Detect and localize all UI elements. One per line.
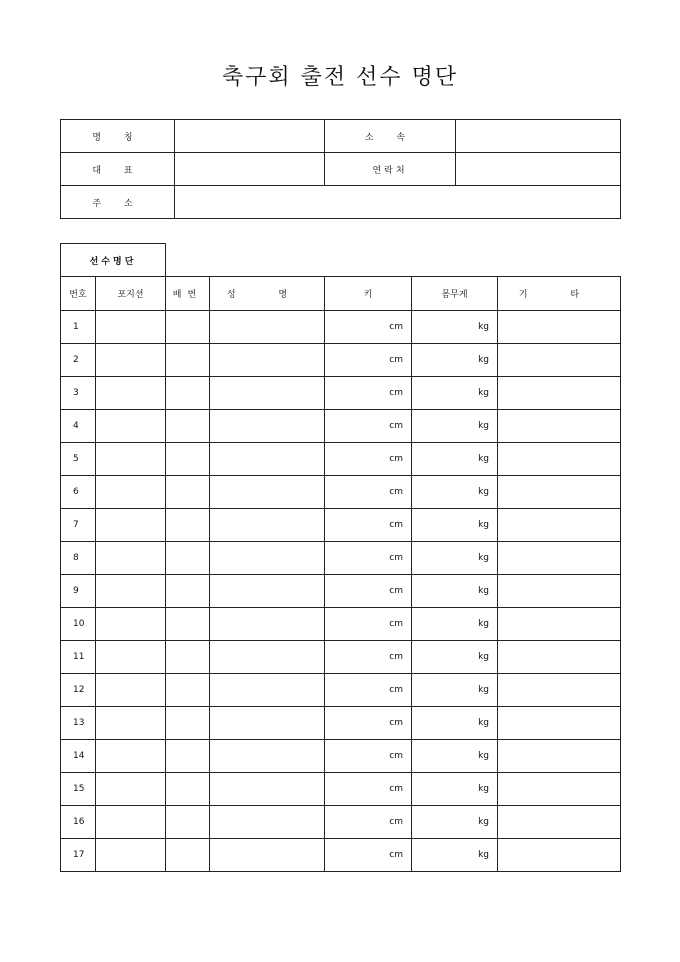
player-name-field[interactable] bbox=[210, 575, 325, 608]
header-player-name: 성 명 bbox=[210, 277, 325, 311]
position-field[interactable] bbox=[96, 377, 166, 410]
position-field[interactable] bbox=[96, 443, 166, 476]
table-row bbox=[61, 311, 621, 344]
affiliation-label: 소 속 bbox=[325, 120, 456, 153]
address-field[interactable] bbox=[175, 186, 621, 219]
notes-field[interactable] bbox=[498, 311, 621, 344]
table-row bbox=[61, 443, 621, 476]
player-name-field[interactable] bbox=[210, 542, 325, 575]
player-name-field[interactable] bbox=[210, 674, 325, 707]
height-field[interactable]: cm bbox=[325, 773, 412, 806]
jersey-number-field[interactable] bbox=[166, 674, 210, 707]
weight-field[interactable]: kg bbox=[412, 575, 498, 608]
height-field[interactable]: cm bbox=[325, 740, 412, 773]
player-name-field[interactable] bbox=[210, 377, 325, 410]
position-field[interactable] bbox=[96, 476, 166, 509]
notes-field[interactable] bbox=[498, 410, 621, 443]
player-name-field[interactable] bbox=[210, 773, 325, 806]
table-row bbox=[61, 377, 621, 410]
header-position: 포지션 bbox=[96, 277, 166, 311]
row-number: 13 bbox=[61, 707, 96, 740]
notes-field[interactable] bbox=[498, 773, 621, 806]
contact-field[interactable] bbox=[456, 153, 621, 186]
weight-field[interactable]: kg bbox=[412, 443, 498, 476]
jersey-number-field[interactable] bbox=[166, 542, 210, 575]
header-weight: 몸무게 bbox=[412, 277, 498, 311]
table-row bbox=[61, 575, 621, 608]
height-field[interactable]: cm bbox=[325, 476, 412, 509]
height-field[interactable]: cm bbox=[325, 443, 412, 476]
jersey-number-field[interactable] bbox=[166, 377, 210, 410]
row-number: 10 bbox=[61, 608, 96, 641]
height-field[interactable]: cm bbox=[325, 806, 412, 839]
jersey-number-field[interactable] bbox=[166, 344, 210, 377]
weight-field[interactable]: kg bbox=[412, 476, 498, 509]
jersey-number-field[interactable] bbox=[166, 476, 210, 509]
height-field[interactable]: cm bbox=[325, 575, 412, 608]
height-field[interactable]: cm bbox=[325, 311, 412, 344]
player-name-field[interactable] bbox=[210, 509, 325, 542]
notes-field[interactable] bbox=[498, 344, 621, 377]
row-number: 15 bbox=[61, 773, 96, 806]
position-field[interactable] bbox=[96, 575, 166, 608]
height-field[interactable]: cm bbox=[325, 410, 412, 443]
position-field[interactable] bbox=[96, 410, 166, 443]
jersey-number-field[interactable] bbox=[166, 707, 210, 740]
address-label: 주 소 bbox=[61, 186, 175, 219]
row-number: 5 bbox=[61, 443, 96, 476]
jersey-number-field[interactable] bbox=[166, 740, 210, 773]
table-row bbox=[61, 740, 621, 773]
jersey-number-field[interactable] bbox=[166, 806, 210, 839]
jersey-number-field[interactable] bbox=[166, 641, 210, 674]
row-number: 16 bbox=[61, 806, 96, 839]
row-number: 3 bbox=[61, 377, 96, 410]
table-row bbox=[61, 839, 621, 872]
position-field[interactable] bbox=[96, 311, 166, 344]
player-name-field[interactable] bbox=[210, 476, 325, 509]
position-field[interactable] bbox=[96, 542, 166, 575]
representative-field[interactable] bbox=[175, 153, 325, 186]
player-name-field[interactable] bbox=[210, 641, 325, 674]
notes-field[interactable] bbox=[498, 608, 621, 641]
contact-label: 연락처 bbox=[325, 153, 456, 186]
height-field[interactable]: cm bbox=[325, 344, 412, 377]
name-label: 명 칭 bbox=[61, 120, 175, 153]
height-field[interactable]: cm bbox=[325, 839, 412, 872]
position-field[interactable] bbox=[96, 740, 166, 773]
position-field[interactable] bbox=[96, 773, 166, 806]
player-name-field[interactable] bbox=[210, 740, 325, 773]
player-name-field[interactable] bbox=[210, 443, 325, 476]
page-title: 축구회 출전 선수 명단 bbox=[221, 65, 459, 90]
team-info-table bbox=[60, 119, 621, 219]
position-field[interactable] bbox=[96, 806, 166, 839]
row-number: 9 bbox=[61, 575, 96, 608]
player-name-field[interactable] bbox=[210, 608, 325, 641]
notes-field[interactable] bbox=[498, 575, 621, 608]
jersey-number-field[interactable] bbox=[166, 311, 210, 344]
weight-field[interactable]: kg bbox=[412, 773, 498, 806]
table-row bbox=[61, 410, 621, 443]
weight-field[interactable]: kg bbox=[412, 740, 498, 773]
row-number: 2 bbox=[61, 344, 96, 377]
roster-header-row bbox=[61, 277, 621, 311]
jersey-number-field[interactable] bbox=[166, 773, 210, 806]
notes-field[interactable] bbox=[498, 443, 621, 476]
row-number: 11 bbox=[61, 641, 96, 674]
row-number: 7 bbox=[61, 509, 96, 542]
table-row bbox=[61, 608, 621, 641]
player-name-field[interactable] bbox=[210, 707, 325, 740]
roster-table bbox=[60, 276, 621, 872]
weight-field[interactable]: kg bbox=[412, 410, 498, 443]
height-field[interactable]: cm bbox=[325, 542, 412, 575]
notes-field[interactable] bbox=[498, 509, 621, 542]
position-field[interactable] bbox=[96, 674, 166, 707]
position-field[interactable] bbox=[96, 707, 166, 740]
table-row bbox=[61, 707, 621, 740]
player-name-field[interactable] bbox=[210, 311, 325, 344]
table-row bbox=[61, 773, 621, 806]
notes-field[interactable] bbox=[498, 476, 621, 509]
weight-field[interactable]: kg bbox=[412, 344, 498, 377]
position-field[interactable] bbox=[96, 509, 166, 542]
affiliation-field[interactable] bbox=[456, 120, 621, 153]
table-row bbox=[61, 542, 621, 575]
notes-field[interactable] bbox=[498, 674, 621, 707]
notes-field[interactable] bbox=[498, 740, 621, 773]
player-name-field[interactable] bbox=[210, 410, 325, 443]
jersey-number-field[interactable] bbox=[166, 575, 210, 608]
player-name-field[interactable] bbox=[210, 344, 325, 377]
height-field[interactable]: cm bbox=[325, 674, 412, 707]
height-field[interactable]: cm bbox=[325, 377, 412, 410]
table-row bbox=[61, 641, 621, 674]
notes-field[interactable] bbox=[498, 641, 621, 674]
table-row bbox=[61, 344, 621, 377]
row-number: 12 bbox=[61, 674, 96, 707]
jersey-number-field[interactable] bbox=[166, 509, 210, 542]
row-number: 8 bbox=[61, 542, 96, 575]
header-number: 번호 bbox=[61, 277, 96, 311]
notes-field[interactable] bbox=[498, 806, 621, 839]
table-row bbox=[61, 674, 621, 707]
player-name-field[interactable] bbox=[210, 839, 325, 872]
jersey-number-field[interactable] bbox=[166, 443, 210, 476]
row-number: 17 bbox=[61, 839, 96, 872]
height-field[interactable]: cm bbox=[325, 641, 412, 674]
notes-field[interactable] bbox=[498, 839, 621, 872]
height-field[interactable]: cm bbox=[325, 608, 412, 641]
notes-field[interactable] bbox=[498, 542, 621, 575]
weight-field[interactable]: kg bbox=[412, 641, 498, 674]
jersey-number-field[interactable] bbox=[166, 608, 210, 641]
position-field[interactable] bbox=[96, 839, 166, 872]
row-number: 1 bbox=[61, 311, 96, 344]
row-number: 14 bbox=[61, 740, 96, 773]
player-name-field[interactable] bbox=[210, 806, 325, 839]
table-row bbox=[61, 509, 621, 542]
position-field[interactable] bbox=[96, 641, 166, 674]
jersey-number-field[interactable] bbox=[166, 410, 210, 443]
weight-field[interactable]: kg bbox=[412, 806, 498, 839]
notes-field[interactable] bbox=[498, 707, 621, 740]
representative-label: 대 표 bbox=[61, 153, 175, 186]
weight-field[interactable]: kg bbox=[412, 542, 498, 575]
height-field[interactable]: cm bbox=[325, 509, 412, 542]
row-number: 6 bbox=[61, 476, 96, 509]
table-row bbox=[61, 476, 621, 509]
weight-field[interactable]: kg bbox=[412, 509, 498, 542]
header-jersey-number: 배번 bbox=[166, 277, 210, 311]
name-field[interactable] bbox=[175, 120, 325, 153]
weight-field[interactable]: kg bbox=[412, 707, 498, 740]
weight-field[interactable]: kg bbox=[412, 674, 498, 707]
jersey-number-field[interactable] bbox=[166, 839, 210, 872]
weight-field[interactable]: kg bbox=[412, 311, 498, 344]
header-height: 키 bbox=[325, 277, 412, 311]
roster-tab-label: 선수명단 bbox=[60, 243, 166, 277]
weight-field[interactable]: kg bbox=[412, 377, 498, 410]
position-field[interactable] bbox=[96, 344, 166, 377]
weight-field[interactable]: kg bbox=[412, 839, 498, 872]
weight-field[interactable]: kg bbox=[412, 608, 498, 641]
notes-field[interactable] bbox=[498, 377, 621, 410]
row-number: 4 bbox=[61, 410, 96, 443]
position-field[interactable] bbox=[96, 608, 166, 641]
table-row bbox=[61, 806, 621, 839]
header-notes: 기 타 bbox=[498, 277, 621, 311]
height-field[interactable]: cm bbox=[325, 707, 412, 740]
